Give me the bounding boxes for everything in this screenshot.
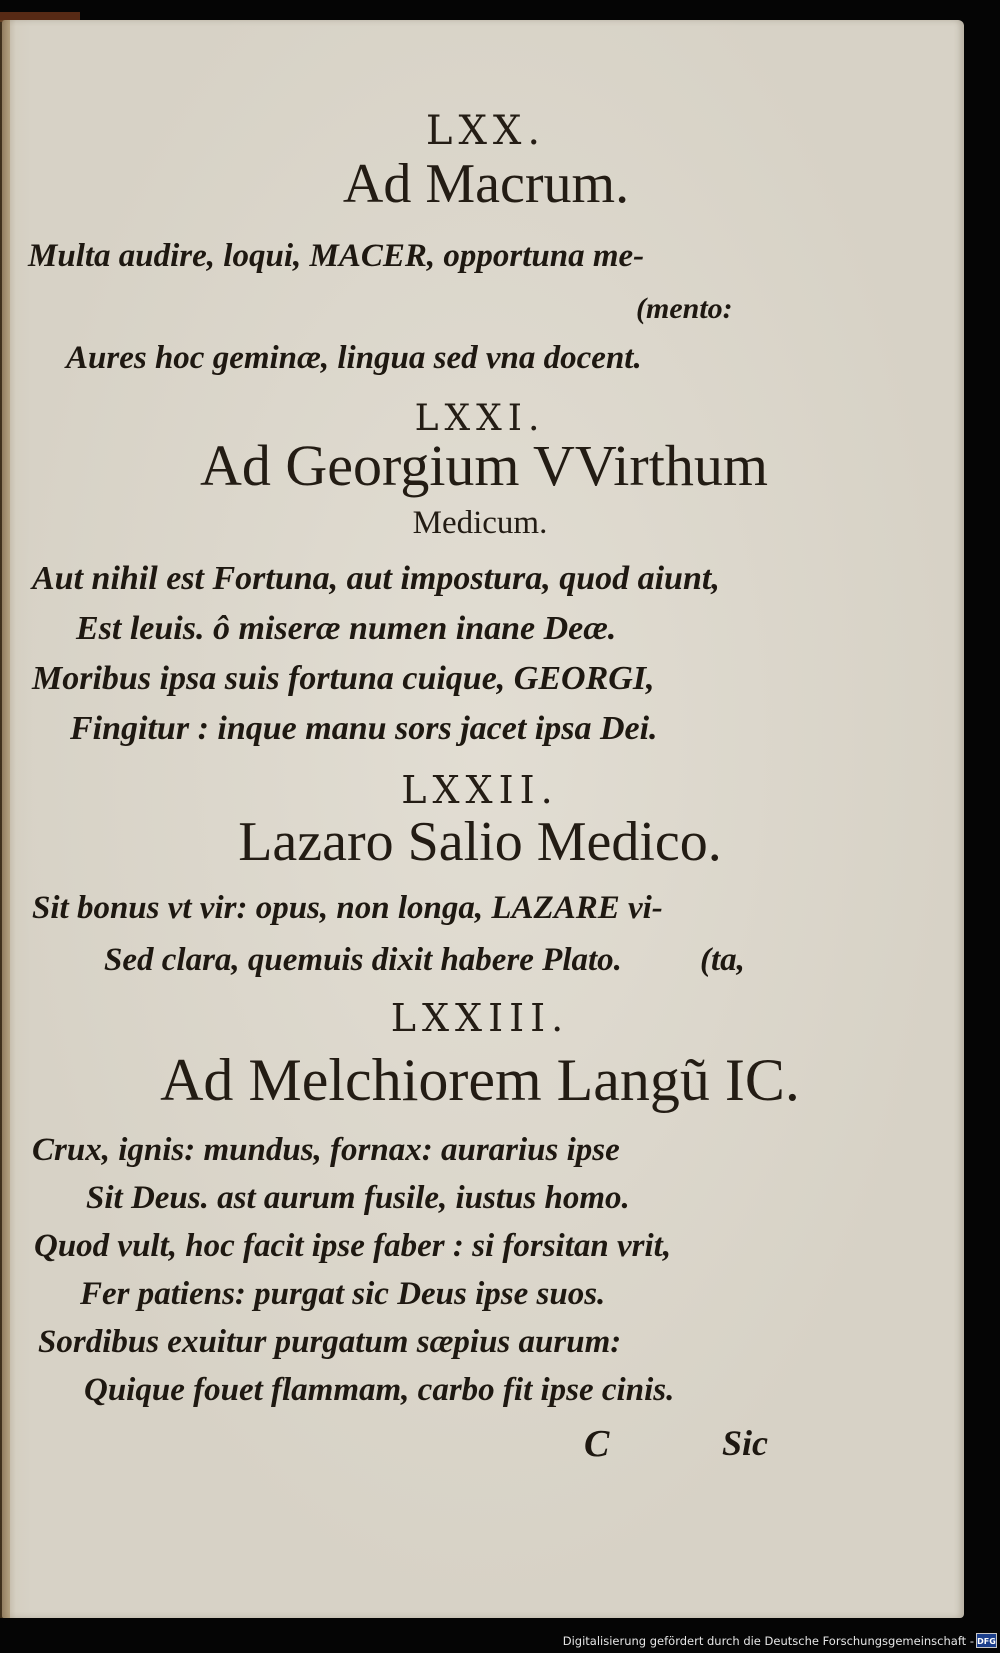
epigram-72-line-2: Sed clara, quemuis dixit habere Plato. [104,942,622,978]
epigram-71-line-2: Est leuis. ô miseræ numen inane Deæ. [76,610,617,647]
epigram-73-title: Ad Melchiorem Langũ IC. [160,1047,800,1113]
epigram-73-line-1: Crux, ignis: mundus, fornax: aurarius ipse [32,1132,620,1168]
epigram-70-number: LXX. [425,108,547,154]
epigram-71-title: Ad Georgium VVirthum [200,433,768,498]
epigram-73-line-2: Sit Deus. ast aurum fusile, iustus homo. [86,1180,630,1216]
epigram-72-line-1-turnover: (ta, [700,942,745,978]
epigram-70-line-2: Aures hoc geminæ, lingua sed vna docent. [66,340,642,376]
epigram-73-line-4: Fer patiens: purgat sic Deus ipse suos. [80,1276,606,1312]
epigram-72-title: Lazaro Salio Medico. [238,811,722,873]
epigram-72-number: LXXII. [401,768,559,812]
digitization-credit: Digitalisierung gefördert durch die Deutsche Forschungsgemeinschaft - [562,1634,974,1648]
epigram-71-line-4: Fingitur : inque manu sors jacet ipsa Dei. [70,710,658,747]
epigram-71-subtitle: Medicum. [412,505,548,541]
epigram-73-line-5: Sordibus exuitur purgatum sæpius aurum: [38,1324,622,1360]
epigram-73-number: LXXIII. [390,996,570,1040]
dfg-logo-icon: DFG [976,1633,997,1648]
epigram-72-line-1: Sit bonus vt vir: opus, non longa, LAZARE vi- [32,890,663,926]
epigram-71-line-3: Moribus ipsa suis fortuna cuique, GEORGI, [32,660,655,697]
epigram-73-line-6: Quique fouet flammam, carbo fit ipse cinis. [84,1372,675,1408]
signature-mark: C [584,1423,610,1465]
epigram-70-line-1: Multa audire, loqui, MACER, opportuna me- [28,238,645,274]
epigram-71-number: LXXI. [414,398,546,439]
epigram-70-title: Ad Macrum. [342,153,630,215]
epigram-73-line-3: Quod vult, hoc facit ipse faber : si forsitan vrit, [34,1228,672,1264]
catchword: Sic [722,1423,769,1463]
epigram-71-line-1: Aut nihil est Fortuna, aut impostura, quod aiunt, [32,560,720,597]
epigram-70-line-1-turnover: (mento: [636,292,733,325]
